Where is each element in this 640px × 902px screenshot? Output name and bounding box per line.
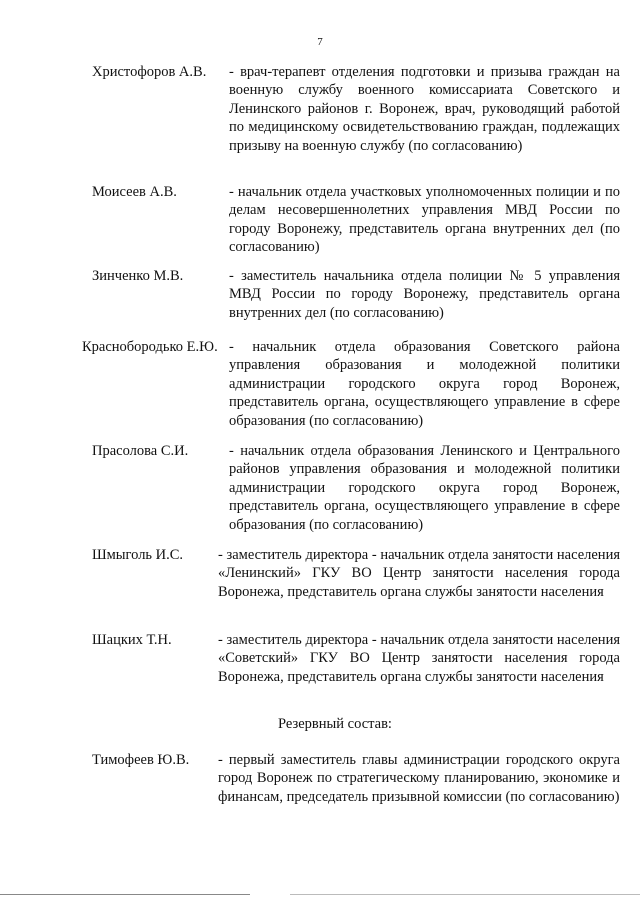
member-name: Краснобородько Е.Ю. <box>82 339 218 355</box>
member-description: - заместитель начальника отдела полиции № 5 управления МВД России по городу Воронежу, представитель органа внутренних дел (по согласованию) <box>229 268 620 321</box>
member-description: - начальник отдела участковых уполномоченных полиции и по делам несовершеннолетних управления МВД России по городу Воронежу, представитель органа внутренних дел (по согласованию) <box>229 184 620 256</box>
member-description: - начальник отдела образования Советского района управления образования и молодежной политики администрации городского округа город Воронеж, представитель органа, осуществляющего управление в сфере образования (по согласованию) <box>229 339 620 429</box>
member-description: - заместитель директора - начальник отдела занятости населения «Советский» ГКУ ВО Центр занятости населения города Воронежа, представитель органа службы занятости населения <box>218 632 620 685</box>
page-edge-line <box>290 894 640 895</box>
page-edge-line <box>0 894 250 895</box>
member-description: - начальник отдела образования Ленинского и Центрального районов управления образования и молодежной политики администрации городского округа город Воронеж, представитель органа, осуществляющего управление в сфере образования (по согласованию) <box>229 443 620 533</box>
member-name: Христофоров А.В. <box>92 64 207 80</box>
member-description: - врач-терапевт отделения подготовки и призыва граждан на военную службу военного комиссариата Советского и Ленинского районов г. Воронеж, врач, руководящий работой по медицинскому освидетельствованию граждан, подлежащих призыву на военную службу (по согласованию) <box>229 64 620 154</box>
member-name: Тимофеев Ю.В. <box>92 752 190 768</box>
member-description: - заместитель директора - начальник отдела занятости населения «Ленинский» ГКУ ВО Центр занятости населения города Воронежа, представитель органа службы занятости населения <box>218 547 620 600</box>
reserve-heading: Резервный состав: <box>278 716 392 732</box>
member-name: Шацких Т.Н. <box>92 632 172 648</box>
member-name: Шмыголь И.С. <box>92 547 184 563</box>
member-name: Зинченко М.В. <box>92 268 184 284</box>
member-description: - первый заместитель главы администрации городского округа город Воронеж по стратегическому планированию, экономике и финансам, председатель призывной комиссии (по согласованию) <box>218 752 620 805</box>
member-name: Моисеев А.В. <box>92 184 177 200</box>
member-name: Прасолова С.И. <box>92 443 189 459</box>
page-number: 7 <box>317 36 323 48</box>
